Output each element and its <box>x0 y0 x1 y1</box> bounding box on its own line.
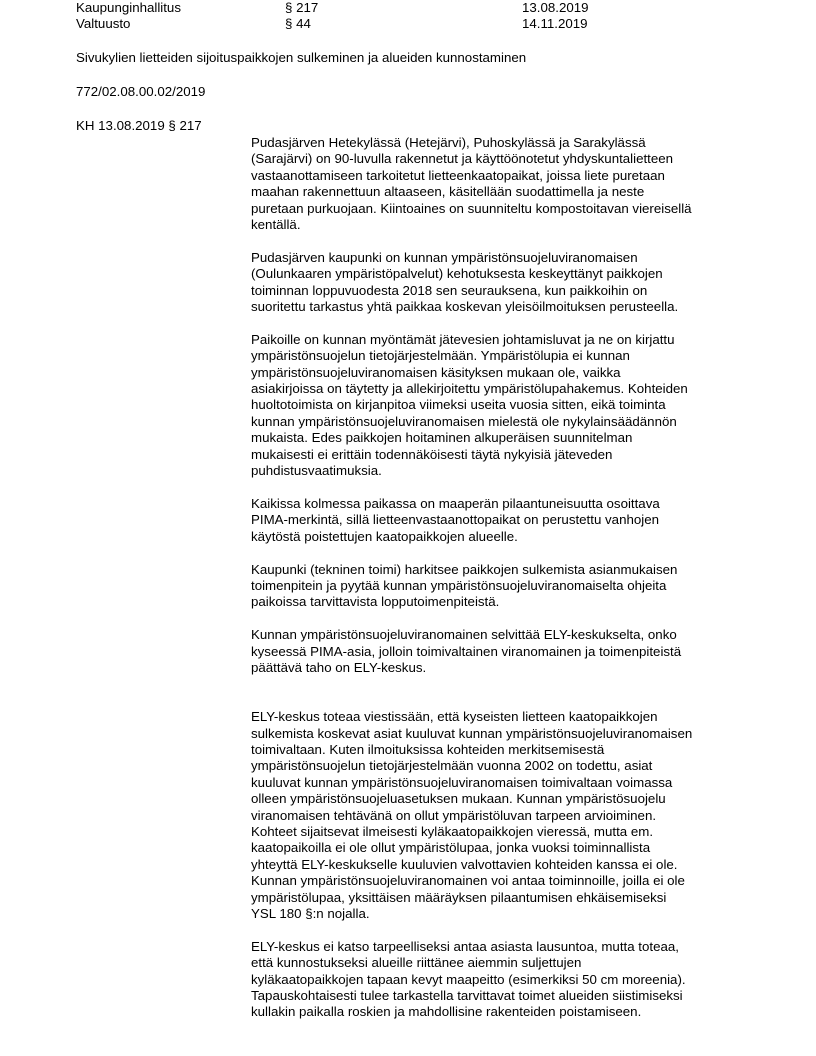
body-paragraph: ELY-keskus toteaa viestissään, että kyseisten lietteen kaatopaikkojen sulkemista koskevat asiat kuuluvat kunnan ympäristönsuojeluviranomaisen toimivaltaan. Kuten ilmoituksissa kohteiden merkitsemisestä ympäristönsuojelun tietojärjestelmään vuonna 2002 on todettu, asiat kuuluvat kunnan ympäristönsuojeluviranomaisen toimivaltaan voimassa olleen ympäristönsuojeluasetuksen mukaan. Kunnan ympäristösuojelu viranomaisen tehtävänä on ollut ympäristöluvan tarpeen arvioiminen. Kohteet sijaitsevat ilmeisesti kyläkaatopaikkojen vieressä, mutta em. kaatopaikoilla ei ole ollut ympäristölupaa, jonka vuoksi toiminnallista yhteyttä ELY-keskukselle kuuluvien valvottavien kohteiden kanssa ei ole. Kunnan ympäristönsuojeluviranomainen voi antaa toiminnoille, joilla ei ole ympäristölupaa, yksittäisen määräyksen pilaantumisen ehkäisemiseksi YSL 180 §:n nojalla. <box>251 709 693 921</box>
document-title: Sivukylien lietteiden sijoituspaikkojen sulkeminen ja alueiden kunnostaminen <box>76 50 527 65</box>
body-paragraph: Pudasjärven kaupunki on kunnan ympäristönsuojeluviranomaisen (Oulunkaaren ympäristöpalvelut) kehotuksesta keskeyttänyt paikkojen toiminnan loppuvuodesta 2018 sen seurauksena, kun paikkoihin on suoritettu tarkastus yhtä paikkaa koskevan yleisöilmoituksen perusteella. <box>251 249 679 315</box>
header-row-valtuusto <box>76 16 776 33</box>
header-date: 13.08.2019 <box>522 0 589 15</box>
body-paragraph: Kaikissa kolmessa paikassa on maaperän pilaantuneisuutta osoittava PIMA-merkintä, sillä lietteenvastaanottopaikat on perustettu vanhojen käytöstä poistettujen kaatopaikkojen alueelle. <box>251 495 660 544</box>
document-body <box>251 135 751 1037</box>
meeting-reference: KH 13.08.2019 § 217 <box>76 118 202 133</box>
header-body-name: Valtuusto <box>76 16 131 32</box>
body-paragraph: Kaupunki (tekninen toimi) harkitsee paikkojen sulkemista asianmukaisen toimenpitein ja pyytää kunnan ympäristönsuojeluviranomaiselta ohjeita paikoissa tarvittavista lopputoimenpiteistä. <box>251 561 678 610</box>
body-paragraph: Pudasjärven Hetekylässä (Hetejärvi), Puhoskylässä ja Sarakylässä (Sarajärvi) on 90-luvulla rakennetut ja käyttöönotetut yhdyskuntalietteen vastaanottamiseen tarkoitetut lietteenkaatopaikat, joissa liete puretaan maahan rakennettuun altaaseen, käsitellään suodattimella ja neste puretaan purkuojaan. Kiintoaines on suunniteltu kompostoitavan viereisellä kentällä. <box>251 135 692 233</box>
case-number: 772/02.08.00.02/2019 <box>76 84 206 99</box>
header-section: § 217 <box>285 0 319 15</box>
body-paragraph: ELY-keskus ei katso tarpeelliseksi antaa asiasta lausuntoa, mutta toteaa, että kunnostukseksi alueille riittänee aiemmin suljettujen kyläkaatopaikkojen tapaan kevyt maapeitto (esimerkiksi 50 cm moreenia). Tapauskohtaisesti tulee tarkastella tarvittavat toimet alueiden siistimiseksi kullakin paikalla roskien ja mahdollisine rakenteiden poistamiseen. <box>251 938 686 1020</box>
body-paragraph: Kunnan ympäristönsuojeluviranomainen selvittää ELY-keskukselta, onko kyseessä PIMA-asia, jolloin toimivaltainen viranomainen ja toimenpiteistä päättävä taho on ELY-keskus. <box>251 627 682 675</box>
body-paragraph: Paikoille on kunnan myöntämät jätevesien johtamisluvat ja ne on kirjattu ympäristönsuojelun tietojärjestelmään. Ympäristölupia ei kunnan ympäristönsuojeluviranomaisen käsityksen mukaan ole, vaikka asiakirjoissa on täytetty ja allekirjoitettu ympäristölupahakemus. Kohteiden huoltotoimista on kirjanpitoa viimeksi useita vuosia sitten, eikä toiminta kunnan ympäristönsuojeluviranomaisen mielestä ole nykylainsäädännön mukaista. Edes paikkojen hoitaminen alkuperäisen suunnitelman mukaisesti ei erittäin todennäköisesti täytä nykyisiä jäteveden puhdistusvaatimuksia. <box>251 331 688 479</box>
header-body-name: Kaupunginhallitus <box>76 0 181 15</box>
header-section: § 44 <box>285 16 311 32</box>
header-date: 14.11.2019 <box>522 16 588 32</box>
header-row-kaupunginhallitus <box>76 0 776 17</box>
